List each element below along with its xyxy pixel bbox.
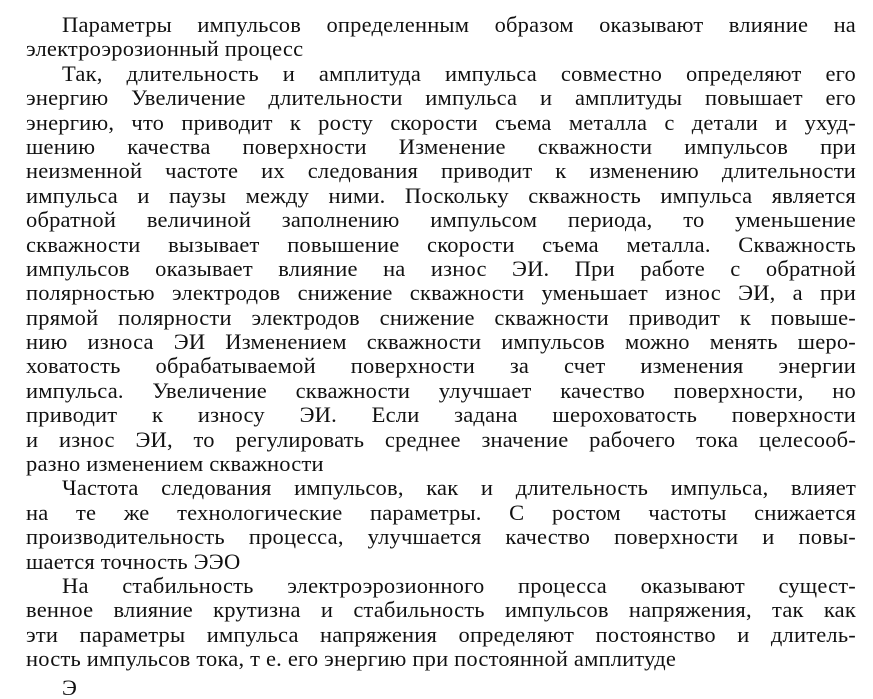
text-line: энергию, что приводит к росту скорости съема металла с детали и ухуд-: [26, 109, 856, 135]
text-line: На стабильность электроэрозионного процесса оказывают сущест-: [62, 572, 856, 598]
text-line: Параметры импульсов определенным образом оказывают влияние на: [62, 12, 856, 37]
text-line: полярностью электродов снижение скважности уменьшает износ ЭИ, а при: [26, 280, 856, 306]
text-line: эти параметры импульса напряжения определяют постоянство и длитель-: [26, 621, 856, 647]
text-line: и износ ЭИ, то регулировать среднее значение рабочего тока целесооб-: [26, 426, 856, 452]
text-line: ность импульсов тока, т е. его энергию при постоянной амплитуде: [26, 646, 677, 672]
document-page: [26, 13, 856, 672]
text-line: на те же технологические параметры. С ростом частоты снижается: [26, 499, 856, 525]
text-line: электроэрозионный процесс: [26, 36, 304, 62]
text-line: ховатость обрабатываемой поверхности за счет изменения энергии: [26, 353, 856, 379]
text-line: импульса. Увеличение скважности улучшает качество поверхности, но: [26, 377, 856, 403]
cut-off-line: Э: [62, 675, 77, 699]
text-line: производительность процесса, улучшается качество поверхности и повы-: [26, 524, 856, 550]
text-line: неизменной частоте их следования приводит к изменению длительности: [26, 158, 856, 184]
text-line: скважности вызывает повышение скорости съема металла. Скважность: [26, 231, 856, 257]
text-line: прямой полярности электродов снижение скважности приводит к повыше-: [26, 304, 856, 330]
text-line: импульсов оказывает влияние на износ ЭИ. При работе с обратной: [26, 255, 856, 281]
text-line: приводит к износу ЭИ. Если задана шероховатость поверхности: [26, 402, 856, 428]
text-line: Частота следования импульсов, как и длительность импульса, влияет: [62, 475, 856, 501]
text-line: Так, длительность и амплитуда импульса совместно определяют его: [62, 60, 856, 86]
text-line: разно изменением скважности: [26, 451, 324, 477]
text-line: шается точность ЭЭО: [26, 548, 241, 574]
text-line: венное влияние крутизна и стабильность импульсов напряжения, так как: [26, 597, 856, 623]
text-line: импульса и паузы между ними. Поскольку скважность импульса является: [26, 182, 856, 208]
text-line: энергию Увеличение длительности импульса и амплитуды повышает его: [26, 85, 856, 111]
text-line: шению качества поверхности Изменение скважности импульсов при: [26, 133, 856, 159]
text-line: нию износа ЭИ Изменением скважности импульсов можно менять шеро-: [26, 329, 856, 355]
text-line: обратной величиной заполнению импульсом периода, то уменьшение: [26, 207, 856, 233]
